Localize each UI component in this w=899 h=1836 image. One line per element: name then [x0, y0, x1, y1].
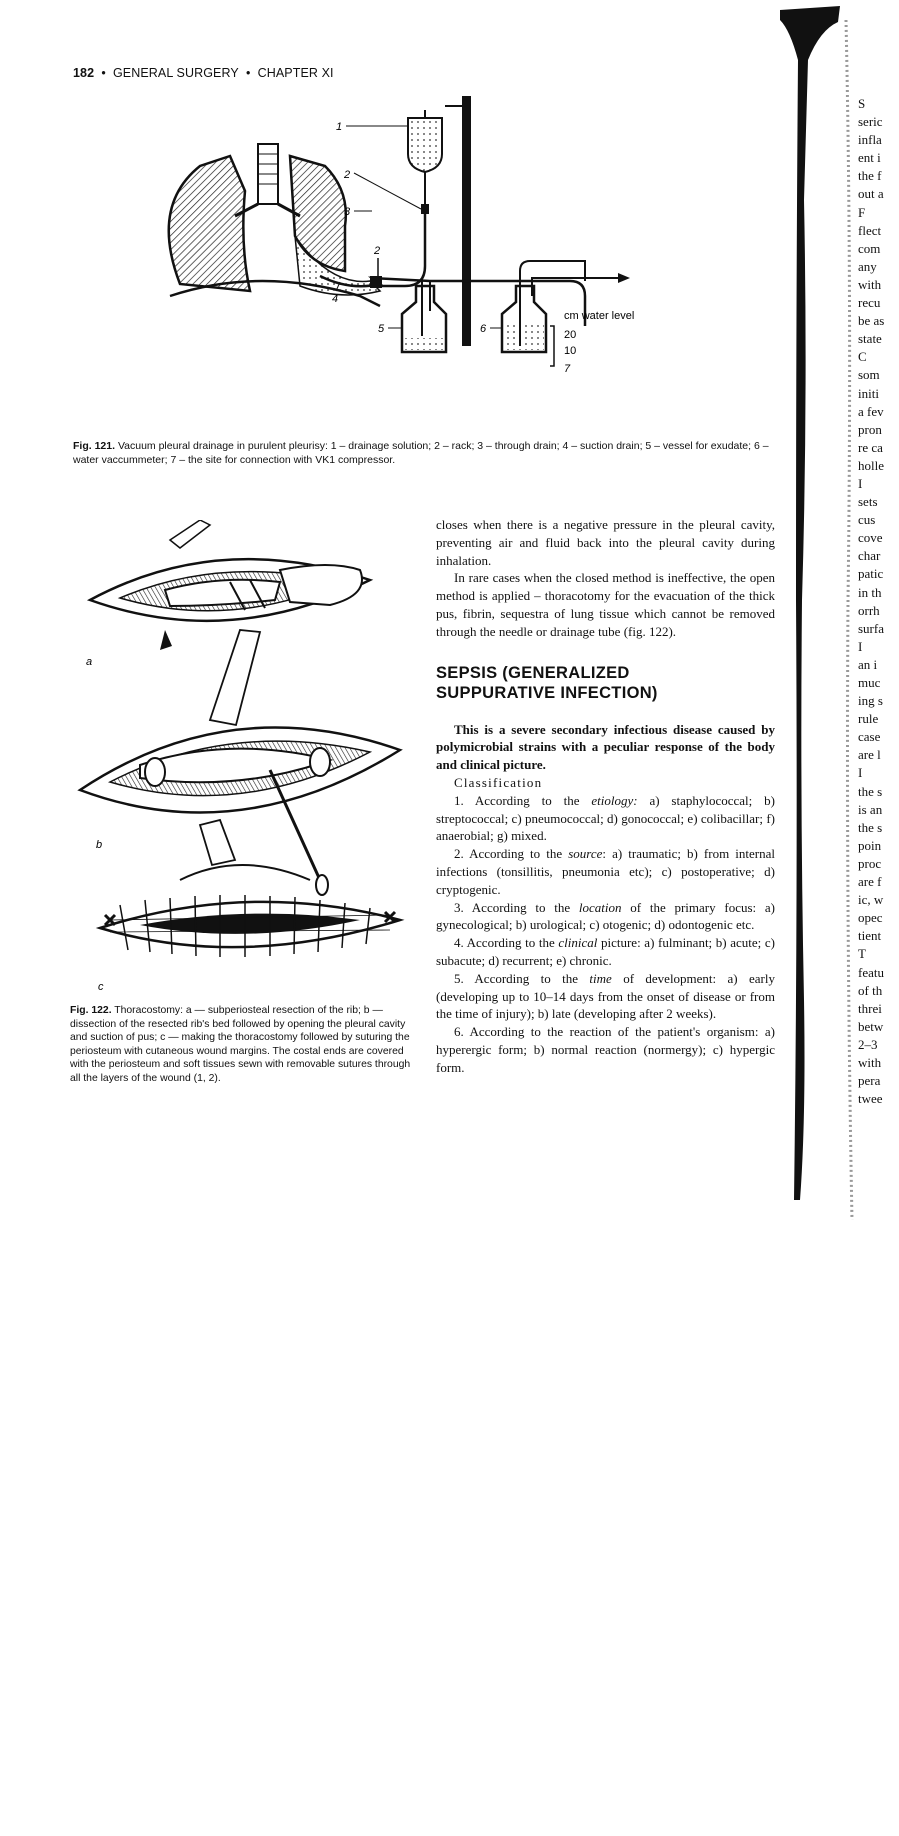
- facing-page-text-column: [858, 95, 899, 1108]
- item-prefix: 1. According to the: [454, 792, 592, 808]
- facing-page-line: sets: [858, 494, 878, 510]
- facing-page-line: the s: [858, 783, 883, 799]
- facing-page-line: be as: [858, 313, 885, 329]
- facing-page-line: are f: [858, 874, 882, 890]
- facing-page-line: tient: [858, 928, 882, 944]
- facing-page-line: a fev: [858, 403, 884, 419]
- facing-page-line: surfa: [858, 620, 884, 636]
- section-heading: [436, 663, 775, 703]
- facing-page-line: case: [858, 729, 881, 745]
- figure-121-caption: [73, 439, 781, 467]
- facing-page-line: pera: [858, 1073, 881, 1089]
- facing-page-line: in th: [858, 584, 882, 600]
- chapter-title: CHAPTER XI: [257, 66, 334, 80]
- facing-page-line: are l: [858, 747, 881, 763]
- figure-122-caption: [70, 1004, 415, 1086]
- main-text-column: [436, 516, 775, 1077]
- facing-page-line: infla: [858, 132, 882, 148]
- item-text: of the primary focus: a) gynecological; b) urological; c) otogenic; d) odontogenic etc.: [436, 899, 775, 933]
- arrow-to-compressor: [618, 273, 630, 283]
- caption-text: Thoracostomy: a — subperiosteal resection of the rib; b — dissection of the resected rib's bed followed by opening the pleural cavity and suction of pus; c — making the thoracostomy followed by suturing the periosteum with cutaneous wound margins. The costal ends are covered with the periosteum and soft tissues sewn with removable sutures through all the layers of the wound (1, 2).: [70, 1005, 411, 1084]
- facing-page-line: proc: [858, 855, 882, 871]
- callout-label: 3: [344, 206, 351, 218]
- facing-page-line: threi: [858, 1000, 882, 1016]
- figure-122-thoracostomy-illustration: [70, 520, 420, 1000]
- section-title: GENERAL SURGERY: [112, 66, 239, 80]
- facing-page-line: initi: [858, 385, 879, 401]
- callout-label: 2: [374, 245, 381, 257]
- item-text: a) staphylococcal; b) streptococcal; c) pneumococcal; d) gonococcal; e) colibacillar; f) anaerobial; g) mixed.: [436, 792, 775, 844]
- facing-page-line: out a: [858, 186, 884, 202]
- heading-line: SUPPURATIVE INFECTION): [436, 683, 658, 702]
- facing-page-line: with: [858, 1054, 882, 1070]
- facing-page-line: ent i: [858, 150, 881, 166]
- facing-page-line: C: [858, 349, 867, 365]
- callout-label: 7: [564, 363, 571, 375]
- item-term: etiology:: [591, 792, 638, 808]
- paragraph: closes when there is a negative pressure in the pleural cavity, preventing air and fluid back into the pleural cavity during inhalation.: [436, 517, 775, 568]
- classification-item: [436, 970, 775, 1023]
- scale-tick: 10: [564, 345, 577, 357]
- panel-a-rib-resection: [90, 520, 370, 650]
- facing-page-line: state: [858, 331, 882, 347]
- facing-page-line: flect: [858, 222, 882, 238]
- classification-item: [436, 1023, 775, 1076]
- item-prefix: 4. According to the: [454, 935, 559, 951]
- water-scale: [550, 326, 554, 366]
- facing-page-line: I: [858, 638, 863, 654]
- facing-page-line: orrh: [858, 602, 880, 618]
- classification-item: [436, 845, 775, 898]
- classification-item: [436, 934, 775, 970]
- facing-page-line: twee: [858, 1091, 883, 1107]
- facing-page-line: poin: [858, 837, 882, 853]
- classification-title: Classification: [454, 774, 543, 790]
- facing-page-line: of th: [858, 982, 883, 998]
- facing-page-line: featu: [858, 964, 884, 980]
- panel-label: c: [98, 981, 104, 993]
- clamp-rack: [421, 204, 429, 214]
- facing-page-line: the s: [858, 819, 883, 835]
- facing-page-line: ic, w: [858, 892, 884, 908]
- figure-121-pleural-drainage-diagram: [140, 96, 780, 436]
- item-text: of development: a) early (developing up to 10–14 days from the onset of disease or from the time of injury); b) late (developing after 2 weeks).: [436, 970, 775, 1022]
- classification-item: [436, 899, 775, 935]
- callout-label: 4: [332, 293, 339, 305]
- panel-b-pleura-opening: [80, 630, 400, 895]
- facing-page-line: re ca: [858, 439, 883, 455]
- facing-page-line: muc: [858, 675, 881, 690]
- facing-page-line: an i: [858, 656, 878, 672]
- item-term: source: [568, 846, 603, 862]
- facing-page-line: som: [858, 367, 880, 383]
- facing-page-line: holle: [858, 457, 884, 473]
- facing-page-line: patic: [858, 566, 884, 582]
- heading-line: SEPSIS (GENERALIZED: [436, 663, 630, 682]
- panel-label: a: [86, 656, 93, 668]
- facing-page-line: recu: [858, 295, 881, 311]
- facing-page-line: cove: [858, 530, 883, 546]
- caption-text: Vacuum pleural drainage in purulent pleurisy: 1 – drainage solution; 2 – rack; 3 – through drain; 4 – suction drain; 5 – vessel for exudate; 6 – water vaccummeter; 7 – the site for connection with VK1 compressor.: [73, 440, 769, 466]
- facing-page-line: opec: [858, 910, 883, 926]
- left-lung: [169, 156, 250, 291]
- panel-label: b: [96, 839, 103, 851]
- rack-clamp-2: [370, 276, 382, 288]
- facing-page-line: rule: [858, 711, 879, 727]
- callout-label: 1: [336, 121, 343, 133]
- item-prefix: 6. According to the reaction of the patient's organism: a) hyperergic form; b) normal reaction (normergy); c) hypergic form.: [436, 1024, 775, 1075]
- facing-page-line: pron: [858, 421, 882, 437]
- callout-label: 6: [480, 323, 487, 335]
- figure-label: Fig. 122.: [70, 1005, 112, 1016]
- item-prefix: 3. According to the: [454, 899, 579, 915]
- facing-page-line: with: [858, 276, 882, 292]
- paragraph: In rare cases when the closed method is ineffective, the open method is applied – thoracotomy for the evacuation of the thick pus, fibrin, sequestra of lung tissue which cannot be removed through the needle or drainage tube (fig. 122).: [436, 570, 775, 639]
- item-term: location: [578, 899, 622, 915]
- callout-label: 2: [344, 169, 351, 181]
- stand-pole: [462, 96, 471, 346]
- item-text: picture: a) fulminant; b) acute; c) subacute; d) recurrent; e) chronic.: [436, 935, 775, 968]
- scale-tick: 20: [564, 329, 577, 341]
- lead-paragraph: This is a severe secondary infectious disease caused by polymicrobial strains with a peculiar response of the body and clinical picture.: [436, 721, 775, 773]
- through-drain-tube: [380, 214, 425, 286]
- facing-page-line: F: [858, 204, 866, 220]
- facing-page-line: cus: [858, 512, 876, 528]
- separator: •: [245, 66, 251, 80]
- facing-page-line: S: [858, 96, 866, 111]
- facing-page-line: 2–3: [858, 1036, 878, 1052]
- drainage-solution-bottle: [408, 118, 442, 172]
- panel-c-thoracostomy-sutured: [100, 865, 400, 957]
- facing-page-line: I: [858, 475, 863, 491]
- callout-label: 5: [378, 323, 385, 335]
- running-head: [73, 66, 334, 80]
- item-prefix: 5. According to the: [454, 970, 590, 986]
- separator: •: [101, 66, 106, 80]
- facing-page-line: is an: [858, 801, 883, 817]
- figure-label: Fig. 121.: [73, 440, 116, 452]
- item-term: clinical: [558, 935, 598, 951]
- scale-title: cm water level: [564, 310, 635, 322]
- facing-page-line: betw: [858, 1018, 884, 1034]
- facing-page-line: com: [858, 240, 881, 256]
- facing-page-line: T: [858, 946, 866, 962]
- item-prefix: 2. According to the: [454, 846, 569, 862]
- facing-page-line: char: [858, 548, 881, 564]
- item-text: : a) traumatic; b) from internal infections (tonsillitis, pneumonia etc); c) postoperative; d) cryptogenic.: [436, 846, 775, 897]
- facing-page-line: ing s: [858, 693, 883, 709]
- facing-page-line: I: [858, 765, 863, 781]
- facing-page-line: the f: [858, 168, 882, 184]
- item-term: time: [589, 970, 612, 986]
- facing-page-line: any: [858, 258, 877, 274]
- page-number: 182: [73, 66, 95, 80]
- classification-item: [436, 792, 775, 845]
- facing-page-line: seric: [858, 114, 883, 130]
